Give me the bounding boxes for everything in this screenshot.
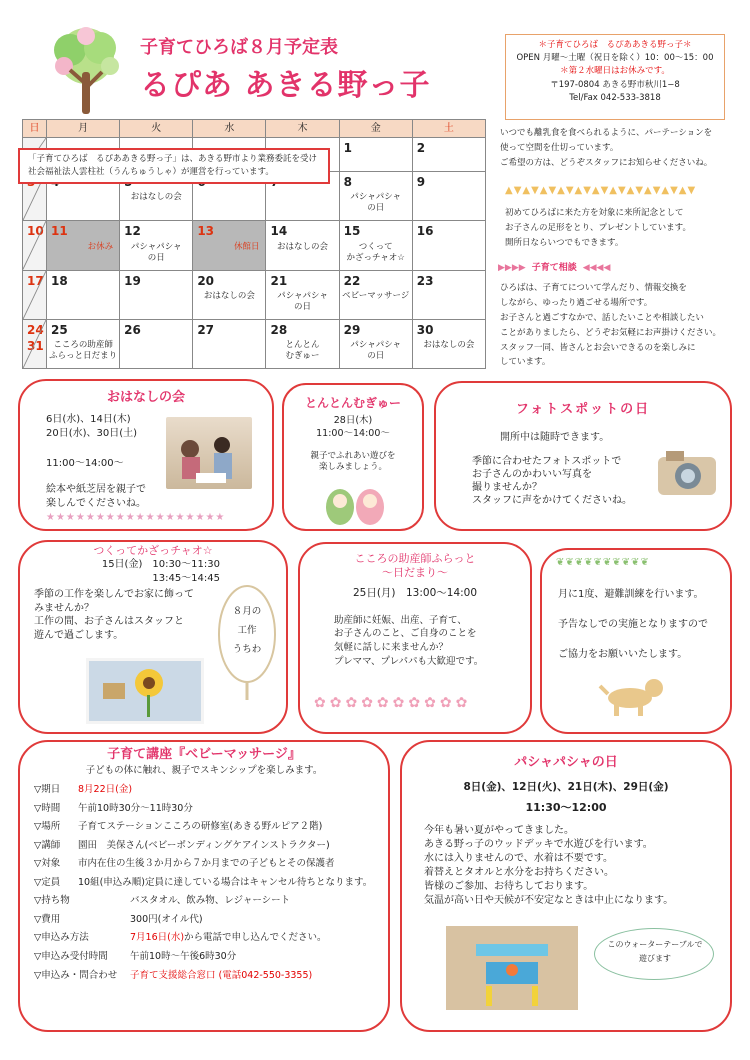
day-number: 22 [343, 273, 361, 288]
tonton-date: 28日(木) [333, 415, 373, 427]
massage-item-value: 市内在住の生後３か月から７か月までの子どもとその保護者 [78, 858, 335, 870]
day-number: 12 [124, 224, 141, 239]
day-event: つくって かざっチャオ☆ [346, 241, 405, 263]
photospot-title: フォトスポットの日 [515, 402, 651, 417]
massage-details [34, 781, 388, 985]
operator-notice: 「子育てひろば るぴああきる野っ子」は、あきる野市より業務委託を受け 社会福祉法人雲柱社（うんちゅうしゃ）が運営を行っています。 [18, 148, 330, 184]
day-number: 28 [270, 322, 288, 337]
tonton-box [282, 383, 424, 531]
uchiwa-photo [86, 658, 204, 724]
matryoshka-icon [320, 481, 390, 532]
ohanashi-box [18, 379, 274, 531]
tonton-title: とんとんむぎゅー [304, 396, 401, 410]
day-number: 30 [416, 322, 434, 337]
calendar-day [23, 221, 47, 270]
drill-line3: ご協力をお願いいたします。 [558, 649, 688, 660]
massage-item [34, 892, 388, 911]
calendar-day [266, 319, 339, 368]
pasha-title: パシャパシャの日 [514, 755, 618, 770]
calendar-day [193, 270, 266, 319]
calendar-day [47, 270, 120, 319]
weekday-header: 火 [120, 120, 193, 138]
massage-item [34, 818, 388, 837]
tonton-time: 11:00〜14:00〜 [316, 428, 390, 439]
calendar-day [412, 221, 485, 270]
josanshi-time: 25日(月) 13:00〜14:00 [352, 586, 478, 599]
massage-item-key: ▽時間 [34, 802, 61, 814]
calendar-day [120, 270, 193, 319]
massage-item-key: ▽定員 [34, 876, 61, 888]
divider-triangles: ▲▼▲▼▲▼▲▼▲▼▲▼▲▼▲▼▲▼▲▼▲▼ [505, 185, 697, 196]
page-title: るぴあ あきる野っ子 [140, 68, 431, 103]
day-number: 26 [124, 322, 141, 337]
kazatte-title: つくってかざっチャオ☆ [93, 544, 213, 557]
info-box [505, 34, 725, 120]
josanshi-desc: 助産師に妊娠、出産、子育て、 お子さんのこと、ご自身のことを 気軽に話しに来ませんか？ プレママ、プレパパも大歓迎です。 [334, 614, 484, 667]
pasha-box [400, 740, 732, 1032]
kazatte-time: 15日(金) 10:30〜11:30 13:45〜14:45 [101, 559, 220, 584]
kazatte-desc: 季節の工作を楽しんでお家に飾って みませんか？ 工作の間、お子さんはスタッフと 遊んで過ごします。 [34, 589, 194, 641]
massage-item-value: 園田 美保さん(ベビーボンディングケアインストラクター) [78, 839, 330, 851]
calendar-day [412, 270, 485, 319]
massage-item [34, 800, 388, 819]
drill-line1: 月に1度、避難訓練を行います。 [558, 589, 704, 600]
massage-item-value: 300円(オイル代) [130, 913, 203, 925]
ohanashi-title: おはなしの会 [106, 390, 185, 405]
calendar-day [266, 270, 339, 319]
info-address: 〒197-0804 あきる野市秋川1−8 [550, 79, 680, 90]
day-number: 11 [51, 224, 68, 239]
weekday-header: 金 [339, 120, 412, 138]
intro-note: 初めてひろばに来た方を対象に来所記念として お子さんの足形をとり、プレゼントしています。 開所日ならいつでもできます。 [505, 208, 691, 248]
massage-box [18, 740, 390, 1032]
day-number: 14 [270, 224, 288, 239]
day-event: こころの助産師 ふらっと日だまり [49, 339, 118, 362]
info-heading: ＊子育てひろば るぴああきる野っ子＊ [538, 40, 692, 50]
calendar-day [47, 319, 120, 368]
day-number: 27 [197, 322, 215, 337]
massage-item [34, 874, 388, 893]
josanshi-box [298, 542, 532, 734]
weekday-header: 木 [266, 120, 339, 138]
info-tel: Tel/Fax 042-533-3818 [569, 92, 661, 103]
calendar-day [339, 172, 412, 221]
tonton-desc: 親子でふれあい遊びを 楽しみましょう。 [310, 450, 396, 473]
day-number: 21 [270, 273, 288, 288]
massage-item-value: 午前10時〜午後6時30分 [130, 951, 237, 962]
day-number: 23 [416, 273, 434, 288]
calendar-day [23, 319, 47, 368]
calendar-day [266, 221, 339, 270]
massage-item-key: ▽場所 [34, 821, 61, 833]
ohanashi-desc: 絵本や紙芝居を親子で 楽しんでくださいね。 [46, 484, 146, 509]
day-event: おはなしの会 [203, 290, 255, 301]
calendar-day [120, 221, 193, 270]
massage-item [34, 929, 388, 948]
massage-item-value: 子育てステーションこころの研修室(あきる野ルピア２階) [78, 821, 323, 833]
day-event: パシャパシャ の日 [350, 192, 402, 214]
day-number: 18 [51, 273, 68, 288]
massage-item [34, 911, 388, 930]
partition-note: いつでも離乳食を食べられるように、パーテーションを 使って空間を仕切っています。 ご希望の方は、どうぞスタッフにお知らせくださいね。 [500, 128, 713, 168]
consult-note: ひろばは、子育てについて学んだり、情報交換を しながら、ゆったり過ごせる場所です。 お子さんと過ごすなかで、話したいことや相談したい ことがありましたら、どうぞお気軽にお声掛けください。 スタッフ一同、皆さんとお会いできるのを楽しみに しています。 [500, 283, 722, 368]
ohanashi-dates: 6日(水)、14日(木) 20日(水)、30日(土) [46, 414, 138, 439]
day-event: ベビーマッサージ [342, 290, 410, 301]
day-number: 20 [197, 273, 215, 288]
day-number: 8 [343, 175, 352, 190]
calendar-day [412, 172, 485, 221]
massage-item-value: バスタオル、飲み物、レジャーシート [130, 895, 291, 907]
massage-item-key: ▽対象 [34, 858, 61, 870]
day-event: パシャパシャ の日 [350, 339, 402, 362]
massage-item-key: ▽申込み受付時間 [34, 951, 108, 962]
kazatte-box [18, 540, 288, 734]
weekday-header: 土 [412, 120, 485, 138]
calendar-day [339, 138, 412, 172]
pasha-time: 11:30〜12:00 [525, 800, 607, 814]
massage-lead: 子どもの体に触れ、親子でスキンシップを楽しみます。 [85, 764, 323, 776]
info-open: OPEN 月曜〜土曜（祝日を除く）10：00〜15：00 [516, 53, 714, 64]
day-number: 13 [197, 224, 215, 239]
massage-item-value: 午前10時30分〜11時30分 [78, 802, 193, 814]
day-event: お休み [87, 241, 114, 252]
massage-title: 子育て講座『ベビーマッサージ』 [107, 747, 301, 762]
drill-line2: 予告なしでの実施となりますので [558, 619, 708, 630]
day-number: 9 [416, 175, 426, 190]
day-number: 25 [51, 322, 68, 337]
massage-item-value: 8月22日(金) [78, 784, 133, 796]
calendar-day [120, 319, 193, 368]
flower-garland: ✿✿✿✿✿✿✿✿✿✿ [314, 695, 472, 711]
weekday-header: 日 [23, 120, 47, 138]
photospot-box [434, 381, 732, 531]
consult-header: ▶▶▶▶ 子育て相談 ◀◀◀◀ [498, 263, 611, 273]
calendar-day [23, 270, 47, 319]
massage-item-key: ▽持ち物 [34, 895, 70, 907]
photospot-desc: 季節に合わせたフォトスポットで お子さんのかわいい写真を 撮りませんか？ スタッフに声をかけてくださいね。 [472, 456, 632, 506]
day-number: 29 [343, 322, 361, 337]
camera-icon [654, 447, 720, 502]
leaf-garland: ❦❦❦❦❦❦❦❦❦❦ [556, 557, 650, 568]
massage-item-value: 子育て支援総合窓口 (電話042-550-3355) [130, 969, 313, 981]
photospot-line1: 開所中は随時できます。 [500, 432, 610, 443]
massage-item-key: ▽申込み方法 [34, 932, 89, 944]
day-event: とんとん むぎゅー [285, 339, 320, 362]
weekday-header: 水 [193, 120, 266, 138]
day-event: おはなしの会 [130, 192, 182, 203]
day-number: 2 [416, 141, 426, 155]
day-event: おはなしの会 [277, 241, 329, 252]
calendar-day [193, 221, 266, 270]
drill-box [540, 548, 732, 734]
massage-item-key: ▽期日 [34, 784, 61, 796]
day-number: 10 [27, 224, 44, 239]
day-event: おはなしの会 [423, 339, 475, 350]
consult-title: 子育て相談 [531, 263, 577, 273]
massage-item-key: ▽講師 [34, 839, 61, 851]
day-number: 19 [124, 273, 141, 288]
massage-item [34, 855, 388, 874]
calendar-day [339, 319, 412, 368]
massage-item-key: ▽申込み・問合わせ [34, 969, 118, 981]
day-number: 24 31 [27, 322, 44, 353]
tree-logo [40, 22, 132, 122]
massage-item-value: 7月16日(水)から電話で申し込んでください。 [130, 932, 327, 944]
subtitle: 子育てひろば８月予定表 [140, 37, 338, 58]
day-number: 17 [27, 273, 44, 288]
massage-item [34, 837, 388, 856]
bubble-text: このウォーターテーブルで 遊びます [607, 940, 703, 963]
day-event: パシャパシャ の日 [277, 290, 328, 312]
day-number: 15 [343, 224, 361, 239]
day-event: パシャパシャ の日 [130, 241, 182, 263]
dog-icon [596, 670, 666, 725]
calendar-day [339, 221, 412, 270]
massage-item [34, 781, 388, 800]
ohanashi-time: 11:00〜14:00〜 [46, 458, 124, 469]
calendar-day [339, 270, 412, 319]
craft-label: ８月の 工作 うちわ [232, 606, 262, 655]
ohanashi-photo [166, 417, 252, 489]
info-closed: ＊第２水曜日はお休みです。 [560, 66, 670, 77]
day-number: 1 [343, 141, 352, 155]
calendar-day [193, 319, 266, 368]
massage-item [34, 967, 388, 986]
day-event: 休館日 [233, 241, 260, 252]
massage-item-value: 10組(申込み順)定員に達している場合はキャンセル待ちとなります。 [78, 876, 373, 888]
weekday-header: 月 [47, 120, 120, 138]
massage-item-key: ▽費用 [34, 913, 61, 925]
pasha-dates: 8日(金)、12日(火)、21日(木)、29日(金) [463, 780, 669, 793]
day-number: 16 [416, 224, 434, 239]
calendar-day [47, 221, 120, 270]
massage-item [34, 948, 388, 967]
josanshi-title: こころの助産師ふらっと 〜日だまり〜 [354, 552, 476, 579]
star-garland: ★★★★★★★★★★★★★★★★★★ [46, 512, 226, 523]
water-table-photo [446, 926, 578, 1010]
pasha-desc: 今年も暑い夏がやってきました。 あきる野っ子のウッドデッキで水遊びを行います。 水には入りませんので、水着は不要です。 着替えとタオルと水分をお持ちください。 皆様のご参加、お待ちしております。 気温が高い日や天候が不安定なときは中止になります。 [424, 824, 674, 906]
calendar-day [412, 319, 485, 368]
calendar-day [412, 138, 485, 172]
